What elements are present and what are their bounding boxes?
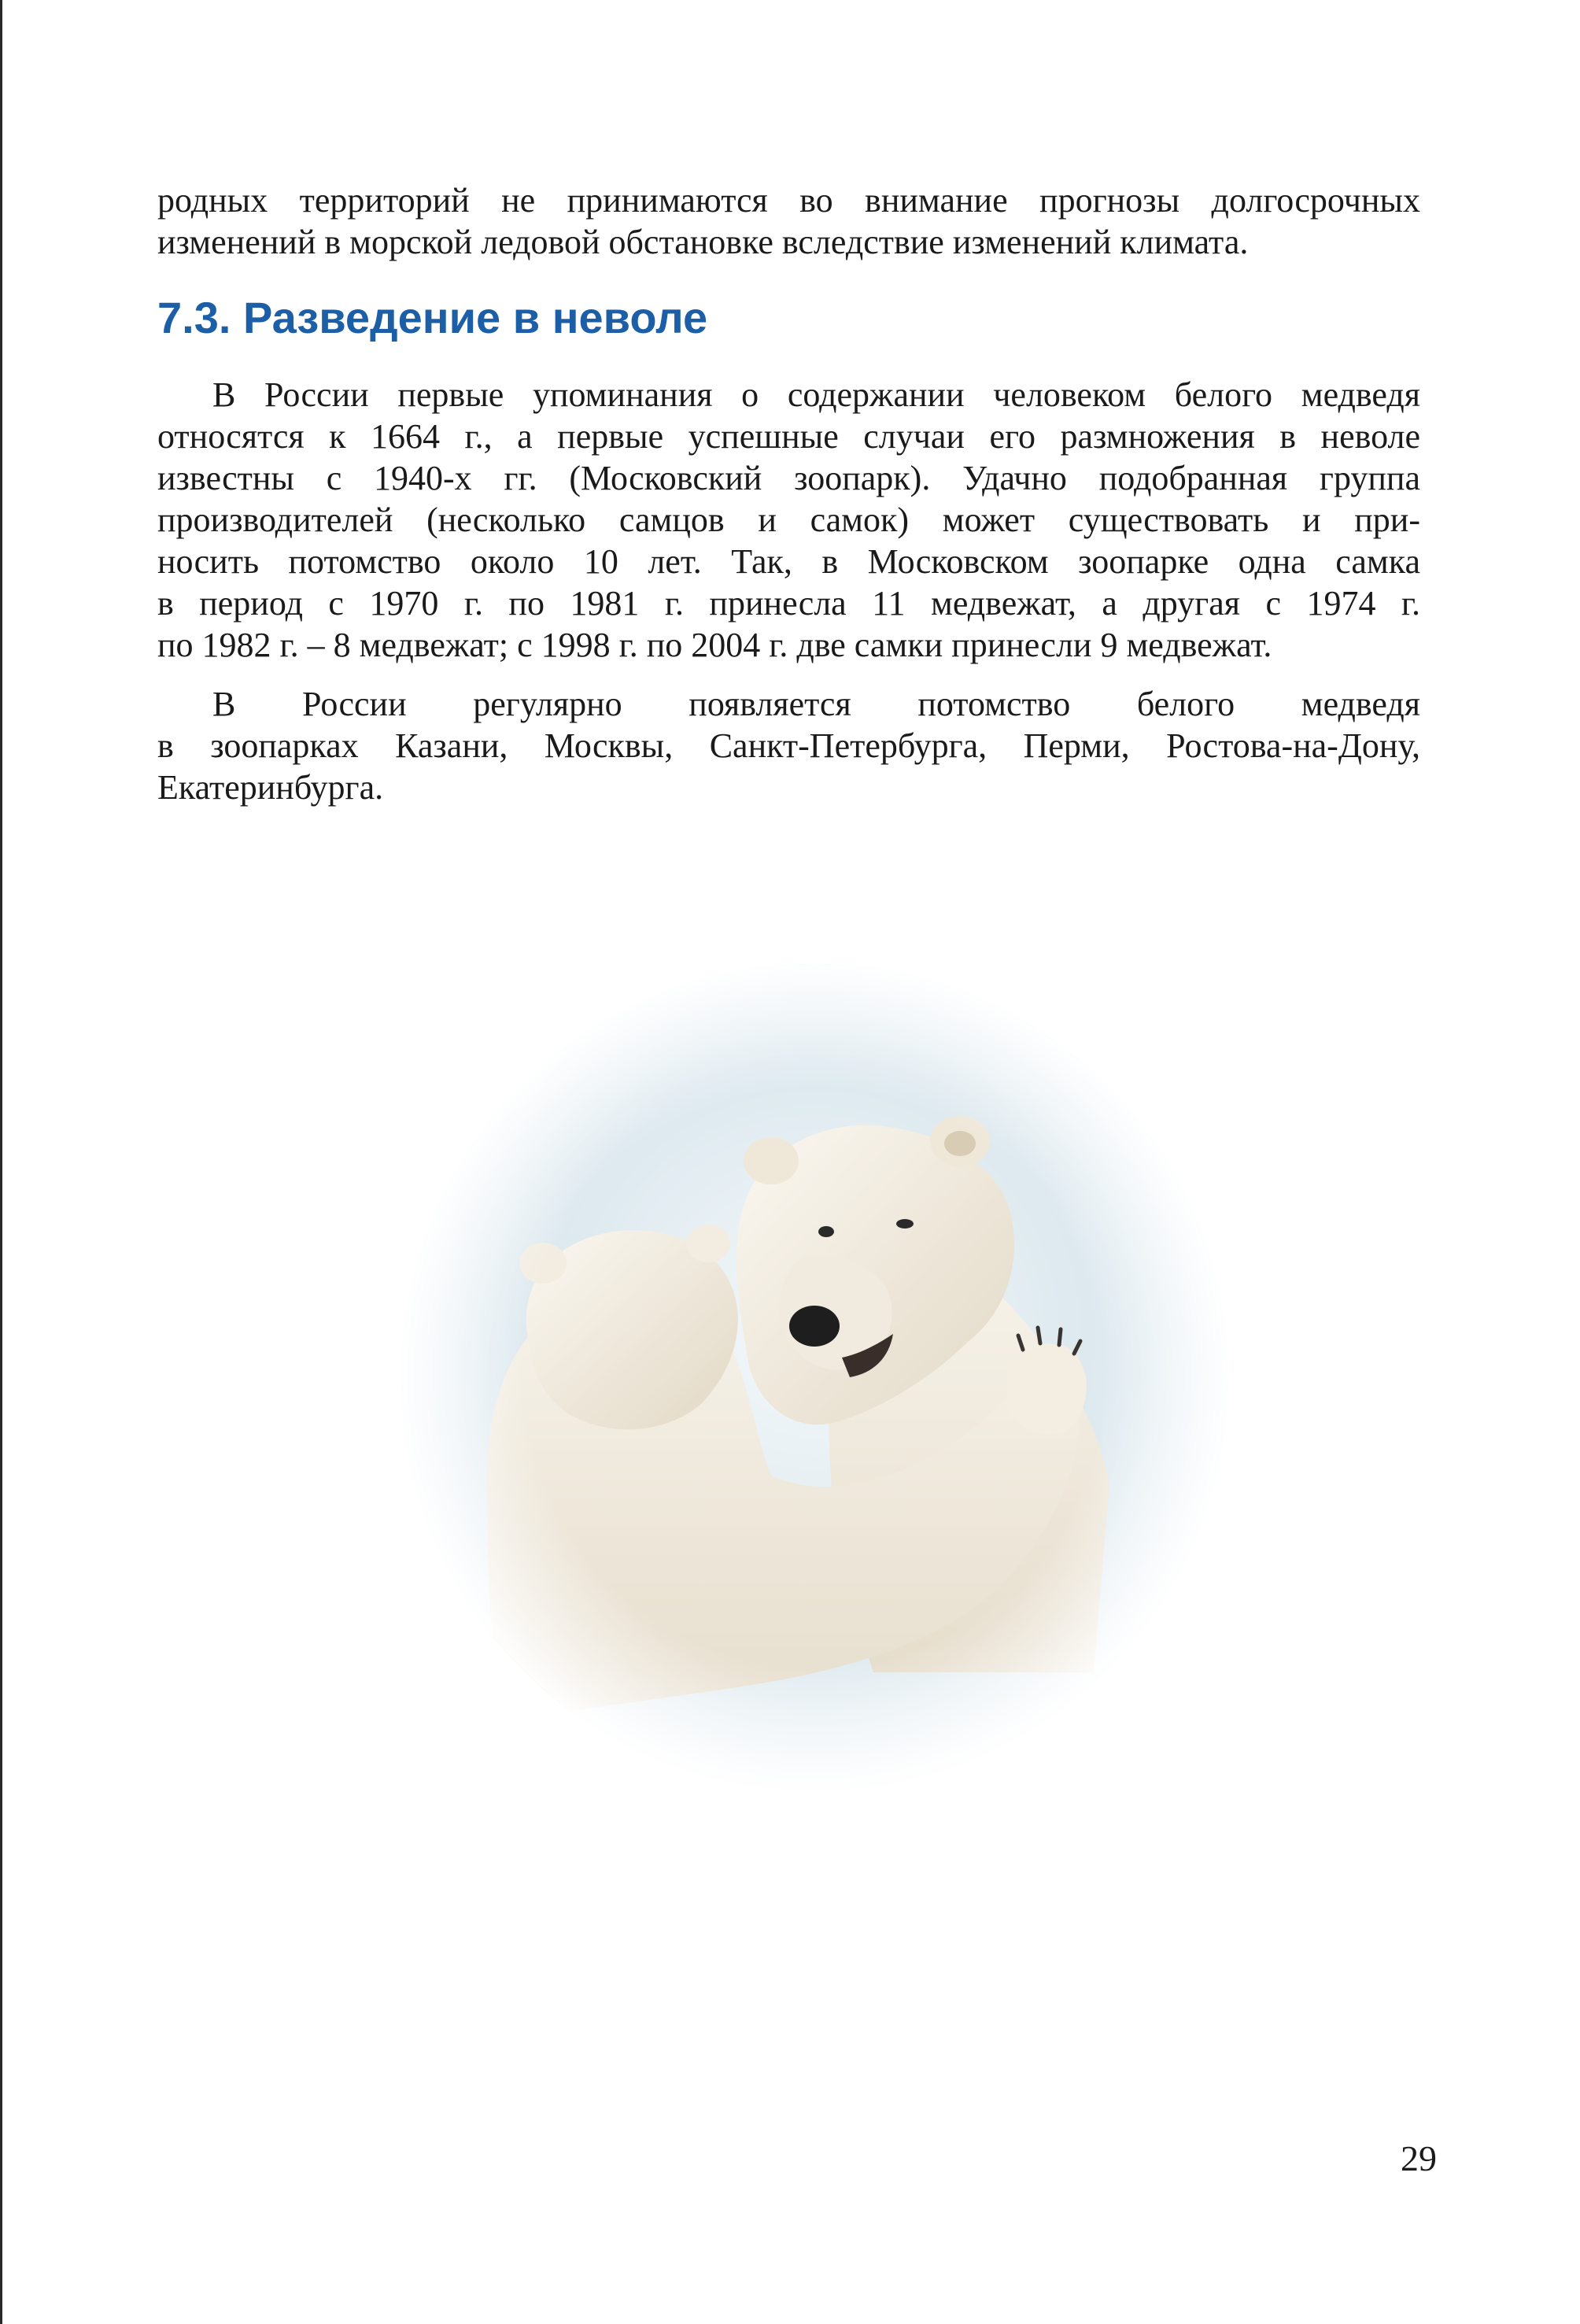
paragraph-line: производителей (несколько самцов и самок) может существовать и при- xyxy=(157,501,1420,539)
paragraph-line: В России регулярно появляется потомство белого медведя xyxy=(212,685,1420,723)
polar-bears-photo xyxy=(401,964,1227,1790)
intro-paragraph xyxy=(157,179,1420,263)
intro-line: родных территорий не принимаются во внимание прогнозы долгосрочных xyxy=(157,181,1420,220)
page-edge-line xyxy=(0,0,2,2324)
paragraph-line: относятся к 1664 г., а первые успешные случаи его размножения в неволе xyxy=(157,417,1420,456)
intro-line: изменений в морской ледовой обстановке вследствие изменений климата. xyxy=(157,223,1249,261)
paragraph-line: известны с 1940-х гг. (Московский зоопарк). Удачно подобранная группа xyxy=(157,459,1420,497)
paragraph-line: по 1982 г. – 8 медвежат; с 1998 г. по 2004 г. две самки принесли 9 медвежат. xyxy=(157,626,1272,664)
paragraph-line: носить потомство около 10 лет. Так, в Московском зоопарке одна самка xyxy=(157,542,1420,581)
polar-bears-illustration xyxy=(401,964,1227,1790)
paragraph-line: в зоопарках Казани, Москвы, Санкт-Петербурга, Перми, Ростова-на-Дону, xyxy=(157,726,1420,765)
body-paragraph-2 xyxy=(157,683,1420,808)
paragraph-line: Екатеринбурга. xyxy=(157,768,384,807)
page-number: 29 xyxy=(1401,2138,1437,2178)
section-heading: 7.3. Разведение в неволе xyxy=(157,293,708,342)
body-paragraph-1 xyxy=(157,374,1420,666)
photo-vignette xyxy=(401,964,1227,1790)
paragraph-line: в период с 1970 г. по 1981 г. принесла 11 медвежат, а другая с 1974 г. xyxy=(157,584,1420,623)
paragraph-line: В России первые упоминания о содержании человеком белого медведя xyxy=(212,375,1420,414)
